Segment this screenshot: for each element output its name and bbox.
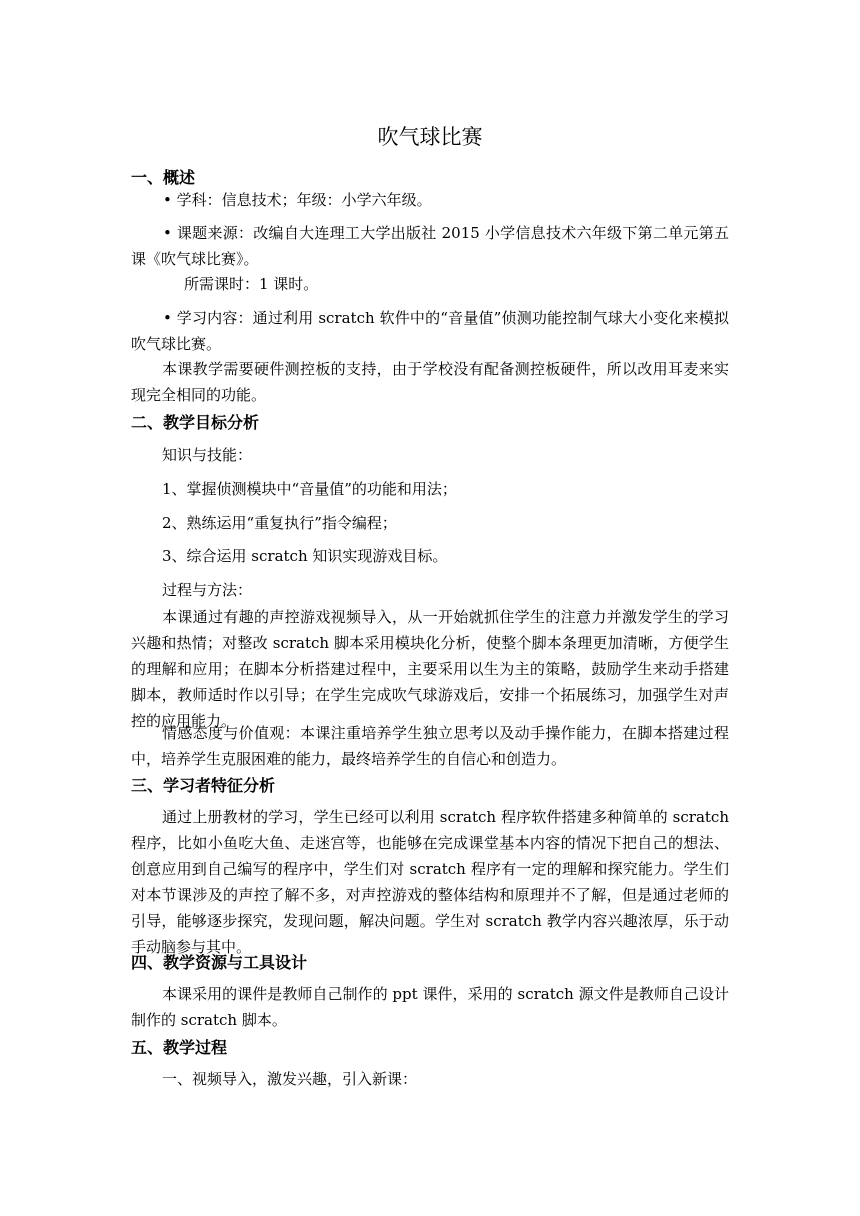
section-heading-learners: 三、学习者特征分析 (131, 776, 276, 795)
paragraph-knowledge-skills: 知识与技能： (162, 446, 253, 464)
list-item-objective-1: 1、掌握侦测模块中“音量值”的功能和用法； (162, 480, 457, 498)
paragraph-hardware: 本课教学需要硬件测控板的支持，由于学校没有配备测控板硬件，所以改用耳麦来实现完全相同的功能。 (131, 360, 729, 404)
section-heading-objectives: 二、教学目标分析 (131, 413, 260, 432)
section-heading-resources: 四、教学资源与工具设计 (131, 953, 308, 972)
paragraph-subject: • 学科：信息技术；年级：小学六年级。 (163, 191, 432, 209)
paragraph-resources: 本课采用的课件是教师自己制作的 ppt 课件，采用的 scratch 源文件是教师自己设计制作的 scratch 脚本。 (131, 985, 729, 1029)
section-heading-overview: 一、概述 (131, 168, 196, 187)
paragraph-content: • 学习内容：通过利用 scratch 软件中的“音量值”侦测功能控制气球大小变化来模拟吹气球比赛。 (131, 309, 729, 353)
paragraph-hours: 所需课时：1 课时。 (184, 275, 319, 293)
section-heading-process: 五、教学过程 (131, 1038, 228, 1057)
paragraph-learner-analysis: 通过上册教材的学习，学生已经可以利用 scratch 程序软件搭建多种简单的 scratch 程序，比如小鱼吃大鱼、走迷宫等，也能够在完成课堂基本内容的情况下把自己的想法、创意应用到自己编写的程序中，学生们对 scratch 程序有一定的理解和探究能力。学生们对本节课涉及的声控了解不多，对声控游戏的整体结构和原理并不了解，但是通过老师的引导，能够逐步探究，发现问题，解决问题。学生对 scratch 教学内容兴趣浓厚，乐于动手动脑参与其中。 (131, 808, 729, 956)
list-item-objective-3: 3、综合运用 scratch 知识实现游戏目标。 (162, 547, 448, 565)
paragraph-source: • 课题来源：改编自大连理工大学出版社 2015 小学信息技术六年级下第二单元第五课《吹气球比赛》。 (131, 224, 729, 268)
paragraph-process-detail: 本课通过有趣的声控游戏视频导入，从一开始就抓住学生的注意力并激发学生的学习兴趣和热情；对整改 scratch 脚本采用模块化分析，使整个脚本条理更加清晰，方便学生的理解和应用；在脚本分析搭建过程中，主要采用以生为主的策略，鼓励学生来动手搭建脚本，教师适时作以引导；在学生完成吹气球游戏后，安排一个拓展练习，加强学生对声控的应用能力。 (131, 608, 729, 730)
list-item-objective-2: 2、熟练运用“重复执行”指令编程； (162, 514, 397, 532)
document-title: 吹气球比赛 (377, 125, 483, 149)
paragraph-attitude-values: 情感态度与价值观：本课注重培养学生独立思考以及动手操作能力，在脚本搭建过程中，培养学生克服困难的能力，最终培养学生的自信心和创造力。 (131, 724, 729, 768)
paragraph-video-intro: 一、视频导入，激发兴趣，引入新课： (162, 1070, 418, 1088)
paragraph-process-methods: 过程与方法： (162, 581, 253, 599)
